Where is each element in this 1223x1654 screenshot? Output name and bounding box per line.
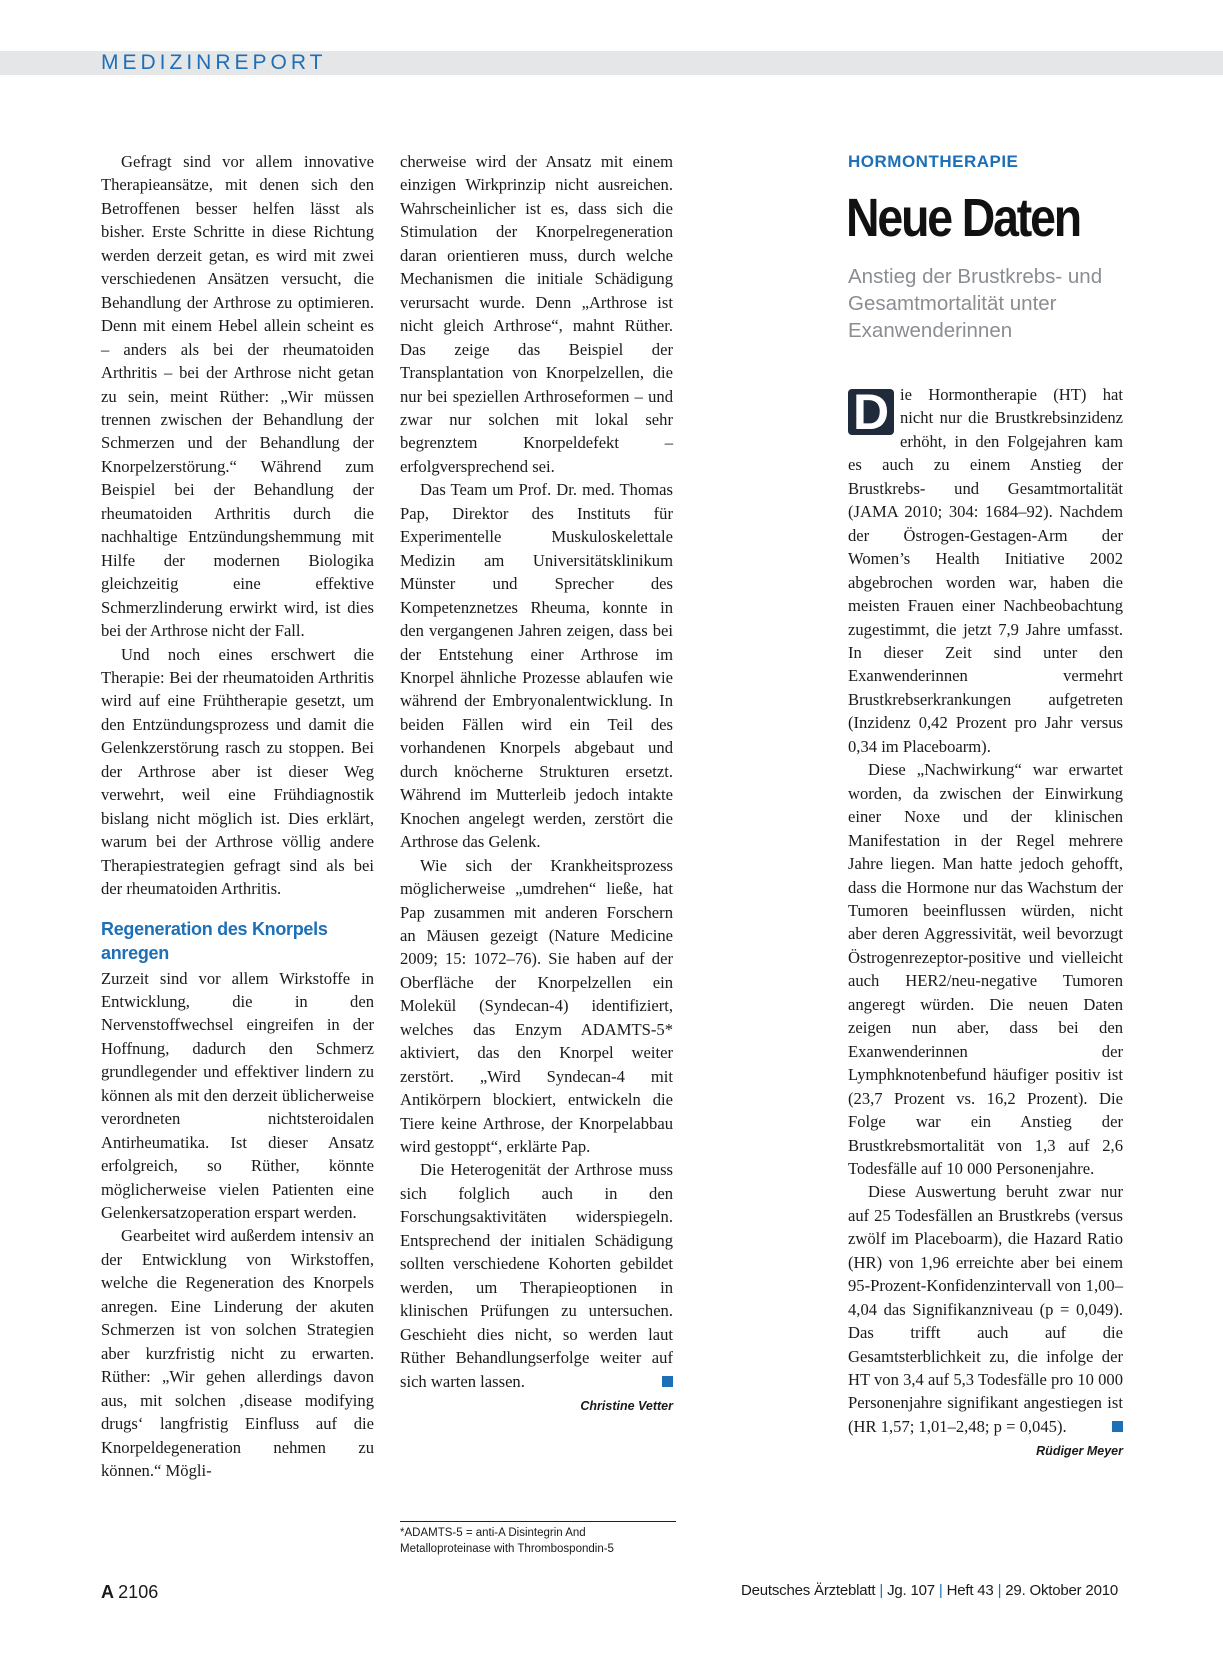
journal-info (741, 1582, 1118, 1599)
journal-issue: Heft 43 (946, 1582, 994, 1599)
headline: Neue Daten (846, 188, 1081, 248)
footnote: *ADAMTS-5 = anti-A Disintegrin And Metalloproteinase with Thrombospondin-5 (400, 1527, 614, 1555)
article-column-1 (101, 150, 374, 1482)
paragraph-last (400, 1158, 673, 1393)
end-mark-icon (662, 1376, 673, 1387)
paragraph: Gefragt sind vor allem innovative Therapieansätze, mit denen sich den Betroffenen besser helfen lässt als bisher. Erste Schritte in diese Richtung werden derzeit getan, es wird mit zwei verschiedenen Ansätzen versucht, die Behandlung der Arthrose zu optimieren. Denn mit einem Hebel allein scheint es – anders als bei der rheumatoiden Arthritis – bei der Arthrose nicht getan zu sein, meint Rüther: „Wir müssen trennen zwischen der Behandlung der Schmerzen und der Behandlung der Knorpelzerstörung.“ Während zum Beispiel bei der Behandlung der rheumatoiden Arthritis durch die nachhaltige Entzündungshemmung mit Hilfe der modernen Biologika gleichzeitig eine effektive Schmerzlinderung erwirkt wird, ist dies bei der Arthrose nicht der Fall. (101, 152, 374, 641)
separator: | (938, 1582, 943, 1599)
end-mark-icon (1112, 1421, 1123, 1432)
dropcap: D (848, 389, 894, 435)
deck: Anstieg der Brustkrebs- und Gesamtmortalität unter Exanwenderinnen (848, 265, 1103, 342)
footnote-divider (400, 1521, 676, 1522)
paragraph-text: Die Heterogenität der Arthrose muss sich folglich auch in den Forschungsaktivitäten widerspiegeln. Entsprechend der initialen Schädigung sollten verschiedene Kohorten gebildet werden, um Therapieoptionen in klinischen Prüfungen zu untersuchen. Geschieht dies nicht, so werden laut Rüther Behandlungserfolge weiter auf sich warten lassen. (400, 1160, 673, 1391)
paragraph: Gearbeitet wird außerdem intensiv an der Entwicklung von Wirkstoffen, welche die Regeneration des Knorpels anregen. Eine Linderung der akuten Schmerzen ist von solchen Strategien aber kurzfristig nicht zu erwarten. Rüther: „Wir gehen allerdings davon aus, mit solchen ‚disease modifying drugs‘ langfristig Einfluss auf die Knorpeldegeneration nehmen zu können.“ Mögli- (101, 1226, 374, 1481)
paragraph-last (848, 1180, 1123, 1438)
kicker: HORMONTHERAPIE (848, 152, 1019, 171)
page-number-value: 2106 (118, 1582, 159, 1602)
author-byline: Rüdiger Meyer (1036, 1444, 1123, 1459)
separator: | (997, 1582, 1002, 1599)
paragraph: Und noch eines erschwert die Therapie: Bei der rheumatoiden Arthritis wird auf eine Frühtherapie gesetzt, um den Entzündungsprozess und damit die Gelenkzerstörung rasch zu stoppen. Bei der Arthrose aber ist dieser Weg verwehrt, weil eine Frühdiagnostik bislang nicht möglich ist. Dies erklärt, warum bei der Arthrose völlig andere Therapiestrategien gefragt sind als bei der rheumatoiden Arthritis. (101, 644, 374, 899)
lead-paragraph (848, 383, 1123, 758)
article-column-3 (848, 383, 1123, 1460)
page-number (101, 1582, 158, 1603)
subheading: Regeneration des Knorpels anregen (101, 918, 328, 963)
paragraph: cherweise wird der Ansatz mit einem einzigen Wirkprinzip nicht ausreichen. Wahrscheinlicher ist es, dass sich die Stimulation der Knorpelregeneration daran orientieren muss, durch welche Mechanismen die initiale Schädigung verursacht wurde. Denn „Arthrose ist nicht gleich Arthrose“, mahnt Rüther. Das zeige das Beispiel der Transplantation von Knorpelzellen, die nur bei speziellen Arthroseformen – und zwar nur solchen mit lokal sehr begrenztem Knorpeldefekt – erfolgversprechend sei. (400, 152, 673, 476)
author-byline: Christine Vetter (580, 1399, 673, 1414)
paragraph-text: ie Hormontherapie (HT) hat nicht nur die Brustkrebsinzidenz erhöht, in den Folgejahren kam es auch zu einem Anstieg der Brustkrebs- und Gesamtmortalität (JAMA 2010; 304: 1684–92). Nachdem der Östrogen-Gestagen-Arm der Women’s Health Initiative 2002 abgebrochen worden war, haben die meisten Frauen einer Nachbeobachtung zugestimmt, die jetzt 7,9 Jahre umfasst. In dieser Zeit sind unter den Exanwenderinnen vermehrt Brustkrebserkrankungen aufgetreten (Inzidenz 0,42 Prozent pro Jahr versus 0,34 im Placeboarm). (848, 385, 1123, 756)
paragraph-text: Diese Auswertung beruht zwar nur auf 25 Todesfällen an Brustkrebs (versus zwölf im Placeboarm), die Hazard Ratio (HR) von 1,96 erreichte aber bei einem 95-Prozent-Konfidenzintervall von 1,00–4,04 das Signifikanzniveau (p = 0,049). Das trifft auch auf die Gesamtsterblichkeit zu, die infolge der HT von 3,4 auf 5,3 Todesfälle pro 10 000 Personenjahre signifikant angestiegen ist (HR 1,57; 1,01–2,48; p = 0,045). (848, 1182, 1123, 1436)
section-label: MEDIZINREPORT (101, 51, 327, 74)
separator: | (879, 1582, 884, 1599)
paragraph: Wie sich der Krankheitsprozess möglicherweise „umdrehen“ ließe, hat Pap zusammen mit anderen Forschern an Mäusen gezeigt (Nature Medicine 2009; 15: 1072–76). Sie haben auf der Oberfläche der Knorpelzellen ein Molekül (Syndecan-4) identifiziert, welches das Enzym ADAMTS-5* aktiviert, das den Knorpel weiter zerstört. „Wird Syndecan-4 mit Antikörpern blockiert, entwickeln die Tiere keine Arthrose, der Knorpelabbau wird gestoppt“, erklärte Pap. (400, 855, 673, 1157)
journal-date: 29. Oktober 2010 (1005, 1582, 1118, 1599)
page-prefix: A (101, 1582, 114, 1602)
paragraph: Zurzeit sind vor allem Wirkstoffe in Entwicklung, die in den Nervenstoffwechsel eingreifen in der Hoffnung, dadurch den Schmerz grundlegender und effektiver lindern zu können als mit den derzeit üblicherweise verordneten nichtsteroidalen Antirheumatika. Ist dieser Ansatz erfolgreich, so Rüther, könnte möglicherweise vielen Patienten eine Gelenkersatzoperation erspart werden. (101, 968, 374, 1223)
paragraph: Diese „Nachwirkung“ war erwartet worden, da zwischen der Einwirkung einer Noxe und der klinischen Manifestation in der Regel mehrere Jahre liegen. Man hatte jedoch gehofft, dass die Hormone nur das Wachstum der Tumoren beeinflussen würden, nicht aber deren Aggressivität, weil bevorzugt Östrogenrezeptor-positive und vielleicht auch HER2/neu-negative Tumoren angeregt würden. Die neuen Daten zeigen nun aber, dass bei den Exanwenderinnen der Lymphknotenbefund häufiger positiv ist (23,7 Prozent vs. 16,2 Prozent). Die Folge war ein Anstieg der Brustkrebsmortalität von 1,3 auf 2,6 Todesfälle auf 10 000 Personenjahre. (848, 760, 1123, 1178)
journal-volume: Jg. 107 (887, 1582, 935, 1599)
paragraph: Das Team um Prof. Dr. med. Thomas Pap, Direktor des Instituts für Experimentelle Muskuloskelettale Medizin am Universitätsklinikum Münster und Sprecher des Kompetenznetzes Rheuma, konnte in den vergangenen Jahren zeigen, dass bei der Entstehung einer Arthrose im Knorpel ähnliche Prozesse ablaufen wie während der Embryonalentwicklung. In beiden Fällen wird ein Teil des vorhandenen Knorpels abgebaut und durch knöcherne Strukturen ersetzt. Während im Mutterleib jedoch intakte Knochen angelegt werden, zerstört die Arthrose das Gelenk. (400, 480, 673, 852)
journal-name: Deutsches Ärzteblatt (740, 1582, 876, 1599)
article-column-2 (400, 150, 673, 1415)
